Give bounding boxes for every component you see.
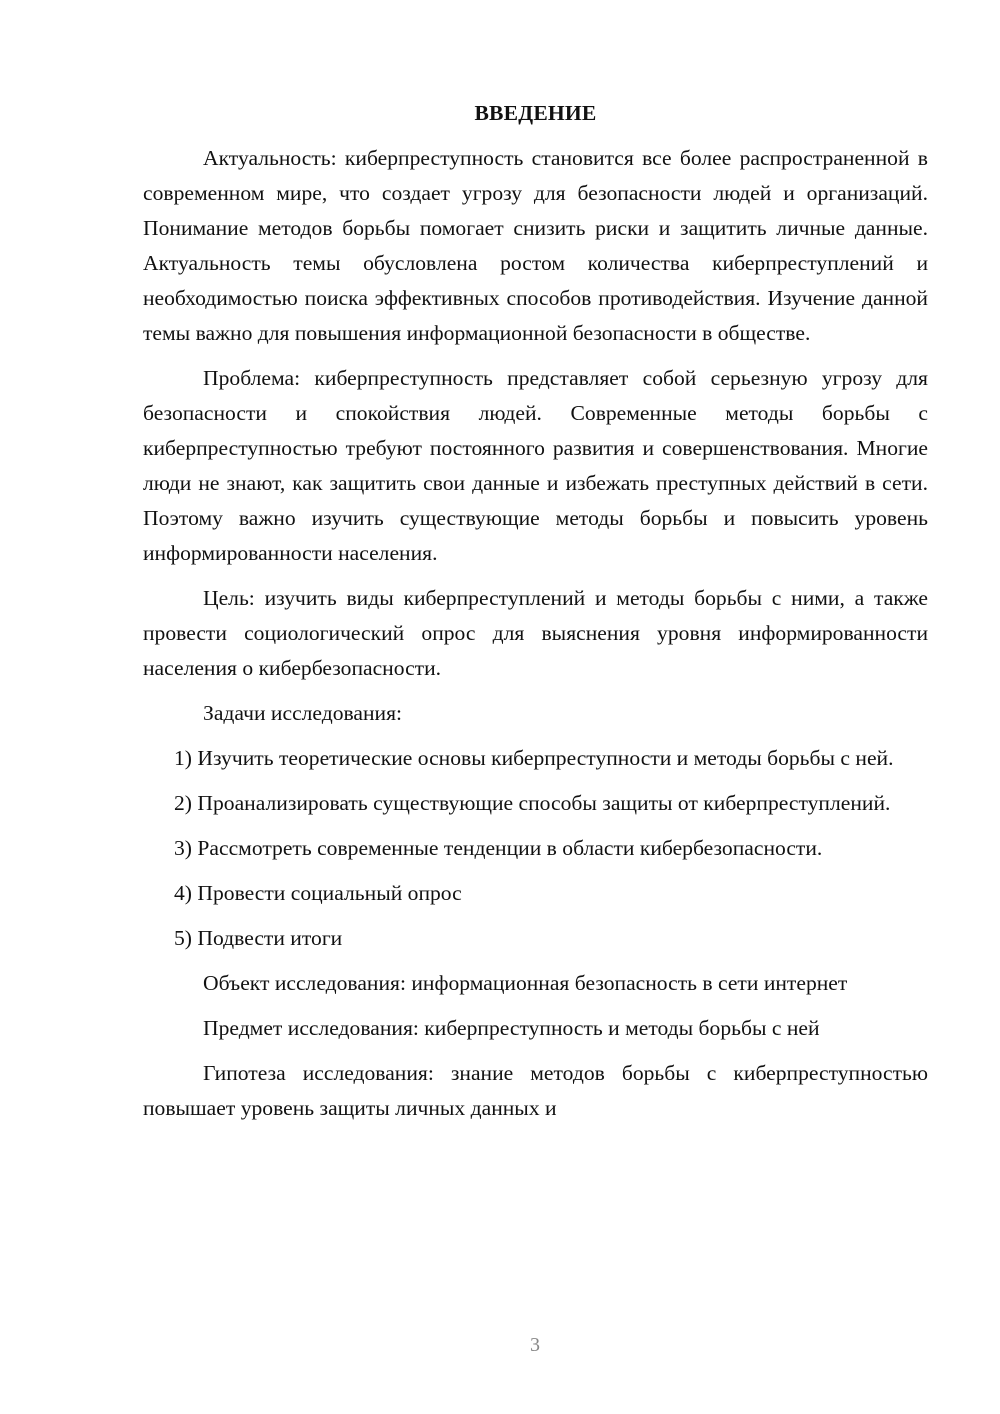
task-item-2: 2) Проанализировать существующие способы защиты от киберпреступлений. <box>174 791 891 815</box>
relevance-paragraph: Актуальность: киберпреступность становится все более распространенной в современном мире, что создает угрозу для безопасности людей и организаций. Понимание методов борьбы помогает снизить риски и защитить личные данные. Актуальность темы обусловлена ростом количества киберпреступлений и необходимостью поиска эффективных способов противодействия. Изучение данной темы важно для повышения информационной безопасности в обществе. <box>143 146 928 345</box>
object-paragraph: Объект исследования: информационная безопасность в сети интернет <box>203 971 848 995</box>
task-item-5: 5) Подвести итоги <box>174 926 343 950</box>
section-title: ВВЕДЕНИЕ <box>474 101 597 125</box>
tasks-heading: Задачи исследования: <box>203 701 403 725</box>
subject-paragraph: Предмет исследования: киберпреступность и методы борьбы с ней <box>203 1016 820 1040</box>
task-item-1: 1) Изучить теоретические основы киберпреступности и методы борьбы с ней. <box>174 746 894 770</box>
task-item-4: 4) Провести социальный опрос <box>174 881 462 905</box>
problem-paragraph: Проблема: киберпреступность представляет собой серьезную угрозу для безопасности и спокойствия людей. Современные методы борьбы с киберпреступностью требуют постоянного развития и совершенствования. Многие люди не знают, как защитить свои данные и избежать преступных действий в сети. Поэтому важно изучить существующие методы борьбы и повысить уровень информированности населения. <box>143 366 928 565</box>
task-item-3: 3) Рассмотреть современные тенденции в области кибербезопасности. <box>174 836 823 860</box>
hypothesis-paragraph: Гипотеза исследования: знание методов борьбы с киберпреступностью повышает уровень защиты личных данных и <box>143 1061 928 1120</box>
goal-paragraph: Цель: изучить виды киберпреступлений и методы борьбы с ними, а также провести социологический опрос для выяснения уровня информированности населения о кибербезопасности. <box>143 586 928 680</box>
page-number: 3 <box>530 1334 540 1356</box>
document-page <box>143 96 928 1136</box>
